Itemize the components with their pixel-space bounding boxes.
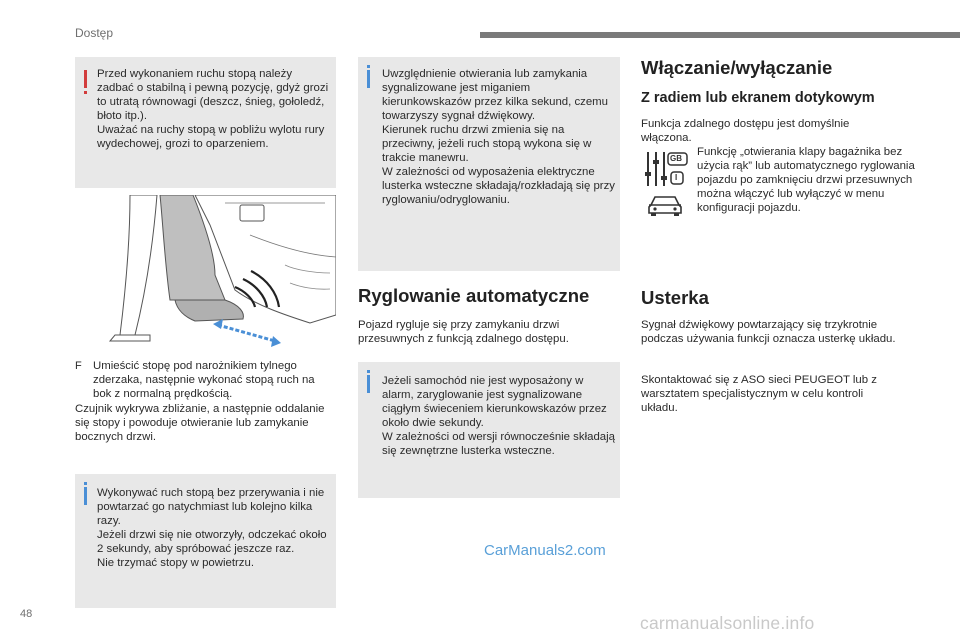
- info-text: Wykonywać ruch stopą bez przerywania i nie powtarzać go natychmiast lub kolejno kilka razy. Jeżeli drzwi się nie otworzyły, odczekać około 2 sekundy, aby spróbować jeszcze raz. Nie trzymać stopy w powietrzu.: [97, 487, 327, 569]
- bullet-symbol: F: [75, 360, 82, 372]
- info-box-signal: [358, 57, 620, 271]
- warning-box: [75, 57, 336, 188]
- contact-paragraph: Skontaktować się z ASO sieci PEUGEOT lub z warsztatem specjalistycznym w celu kontroli układu.: [641, 374, 877, 414]
- info-icon: [84, 487, 87, 505]
- watermark-carmanualsonline: carmanualsonline.info: [640, 613, 815, 633]
- icon-badge-gb: GB: [670, 154, 682, 163]
- touchscreen-settings-icon: [643, 150, 689, 188]
- section-heading-auto-lock: Ryglowanie automatyczne: [358, 285, 590, 306]
- warning-text: Przed wykonaniem ruchu stopą należy zadbać o stabilną i pewną pozycję, gdyż grozi to utratą równowagi (deszcz, śnieg, gołoledź, błoto itp.). Uważać na ruchy stopą w pobliżu wylotu rury wydechowej, grozi to oparzeniem.: [97, 68, 329, 150]
- subheading-radio: Z radiem lub ekranem dotykowym: [641, 90, 875, 106]
- auto-lock-paragraph: Pojazd rygluje się przy zamykaniu drzwi przesuwnych z funkcją zdalnego dostępu.: [358, 319, 569, 345]
- info-text: Uwzględnienie otwierania lub zamykania sygnalizowane jest miganiem kierunkowskazów przez kilka sekund, czemu towarzyszy sygnał dźwiękowy. Kierunek ruchu drzwi zmienia się na przeciwny, jeżeli ruch stopą wykona się w trakcie manewru. W zależności od wyposażenia elektryczne lusterka wsteczne składają/rozkładają się przy ryglowaniu/odryglowaniu.: [382, 68, 615, 206]
- toggle-menu-paragraph: Funkcję „otwierania klapy bagażnika bez użycia rąk” lub automatycznego ryglowania pojazdu po zamknięciu drzwi przesuwnych można włączyć lub wyłączyć w menu konfiguracji pojazdu.: [697, 146, 915, 214]
- icon-badge-i: I: [675, 173, 678, 182]
- page-number: 48: [20, 608, 33, 620]
- section-heading-toggle: Włączanie/wyłączanie: [641, 57, 833, 78]
- fault-paragraph: Sygnał dźwiękowy powtarzający się trzykrotnie podczas używania funkcji oznacza usterkę układu.: [641, 319, 896, 345]
- instruction-text: Czujnik wykrywa zbliżanie, a następnie oddalanie się stopy i powoduje otwieranie lub zamykanie bocznych drzwi.: [75, 403, 325, 443]
- instruction-bullet: Umieścić stopę pod narożnikiem tylnego zderzaka, następnie wykonać stopą ruch na bok z normalną prędkością.: [93, 360, 315, 400]
- info-box-alarm: [358, 362, 620, 498]
- info-box-footwork: [75, 474, 336, 608]
- warning-icon: [84, 70, 87, 88]
- section-heading-fault: Usterka: [641, 287, 709, 308]
- header-label: Dostęp: [75, 26, 114, 40]
- foot-sensor-illustration: [75, 195, 336, 347]
- watermark-carmanuals: CarManuals2.com: [484, 542, 606, 559]
- info-text: Jeżeli samochód nie jest wyposażony w alarm, zaryglowanie jest sygnalizowane ciągłym świeceniem kierunkowskazów przez około dwie sekundy. W zależności od wersji równocześnie składają się zewnętrzne lusterka wsteczne.: [382, 375, 615, 457]
- header-bar: [480, 32, 960, 38]
- vehicle-settings-icon: [645, 193, 685, 217]
- toggle-paragraph: Funkcja zdalnego dostępu jest domyślnie włączona.: [641, 118, 850, 144]
- info-icon: [367, 375, 370, 393]
- info-icon: [367, 70, 370, 88]
